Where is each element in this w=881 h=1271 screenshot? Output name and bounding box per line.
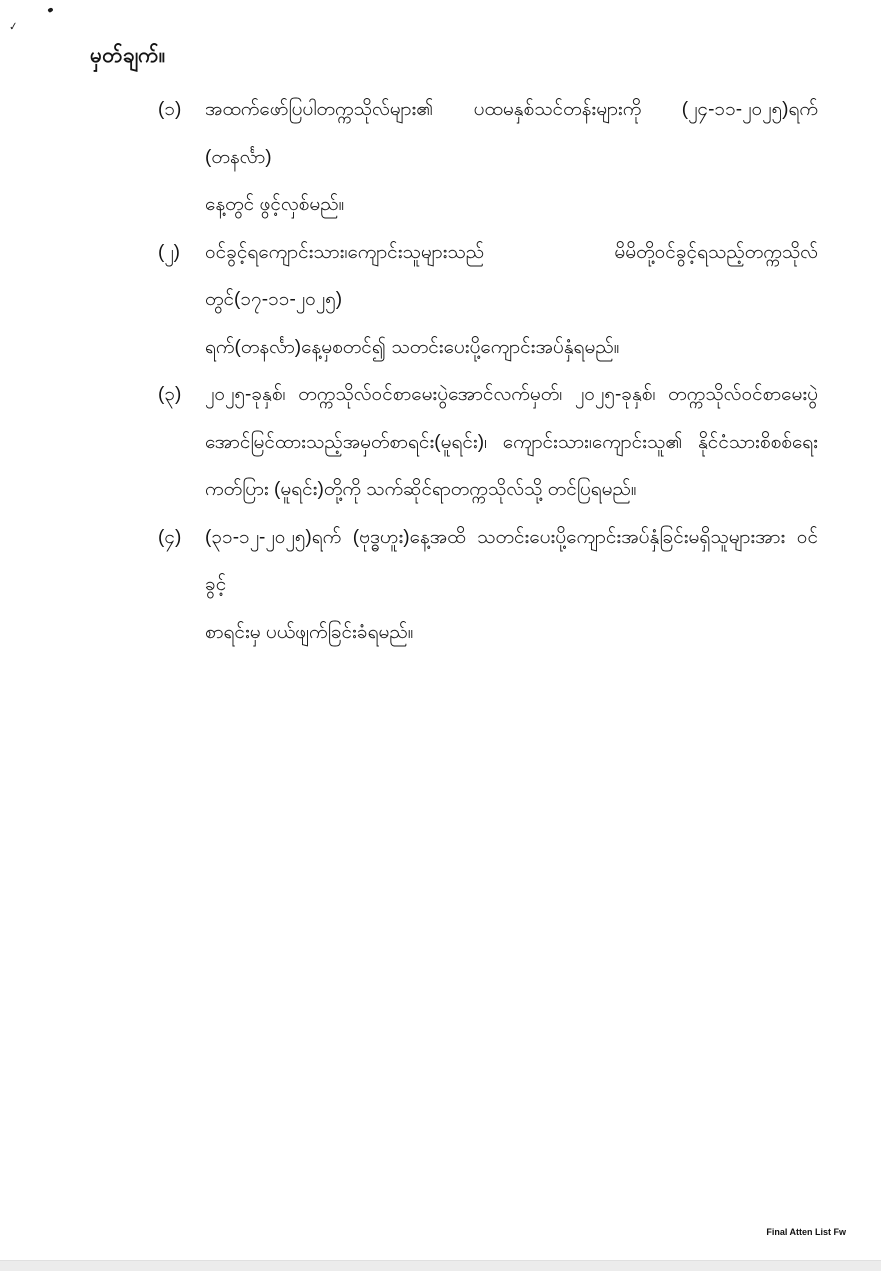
page-title: မှတ်ချက်။ <box>90 44 166 67</box>
item-text <box>205 371 818 514</box>
text-line: ရက်(တနင်္လာ)နေ့မှစတင်၍ သတင်းပေးပို့ကျောင်းအပ်နှံရမည်။ <box>205 336 620 358</box>
bottom-scrollbar-strip[interactable] <box>0 1260 881 1271</box>
item-text <box>205 229 818 372</box>
text-line: စာရင်းမှ ပယ်ဖျက်ခြင်းခံရမည်။ <box>205 621 414 643</box>
text-line: ကတ်ပြား (မူရင်း)တို့ကို သက်ဆိုင်ရာတက္ကသိုလ်သို့ တင်ပြရမည်။ <box>205 479 637 500</box>
list-item <box>158 229 820 372</box>
text-line: အောင်မြင်ထားသည့်အမှတ်စာရင်း(မူရင်း)၊ ကျောင်းသား၊ကျောင်းသူ၏ နိုင်ငံသားစိစစ်ရေး <box>205 431 818 453</box>
text-line: (၃၁-၁၂-၂၀၂၅)ရက် (ဗုဒ္ဓဟူး)နေ့အထိ သတင်းပေးပို့ကျောင်းအပ်နှံခြင်းမရှိသူများအား ဝင်ခွင့် <box>205 526 818 595</box>
item-number: (၄) <box>158 526 182 548</box>
text-line: အထက်ဖော်ပြပါတက္ကသိုလ်များ၏ ပထမနှစ်သင်တန်းများကို (၂၄-၁၁-၂၀၂၅)ရက် (တနင်္လာ) <box>205 99 818 168</box>
item-text <box>205 86 818 229</box>
item-number: (၁) <box>158 99 182 120</box>
list-item <box>158 514 820 657</box>
footer-label: Final Atten List Fw <box>766 1227 846 1237</box>
item-text <box>205 514 818 657</box>
list-item <box>158 86 820 229</box>
text-line: ၂၀၂၅-ခုနှစ်၊ တက္ကသိုလ်ဝင်စာမေးပွဲအောင်လက်မှတ်၊ ၂၀၂၅-ခုနှစ်၊ တက္ကသိုလ်ဝင်စာမေးပွဲ <box>205 384 818 405</box>
text-line: နေ့တွင် ဖွင့်လှစ်မည်။ <box>205 194 345 215</box>
item-number: (၃) <box>158 384 182 405</box>
pen-tick-mark: ✓ <box>8 20 19 34</box>
numbered-note-list <box>158 86 820 656</box>
text-line: ဝင်ခွင့်ရကျောင်းသား၊ကျောင်းသူများသည် မိမိတို့ဝင်ခွင့်ရသည့်တက္ကသိုလ်တွင်(၁၇-၁၁-၂၀၂၅) <box>205 241 818 310</box>
scan-speck-mark <box>47 7 53 13</box>
item-number: (၂) <box>158 241 180 263</box>
list-item <box>158 371 820 514</box>
